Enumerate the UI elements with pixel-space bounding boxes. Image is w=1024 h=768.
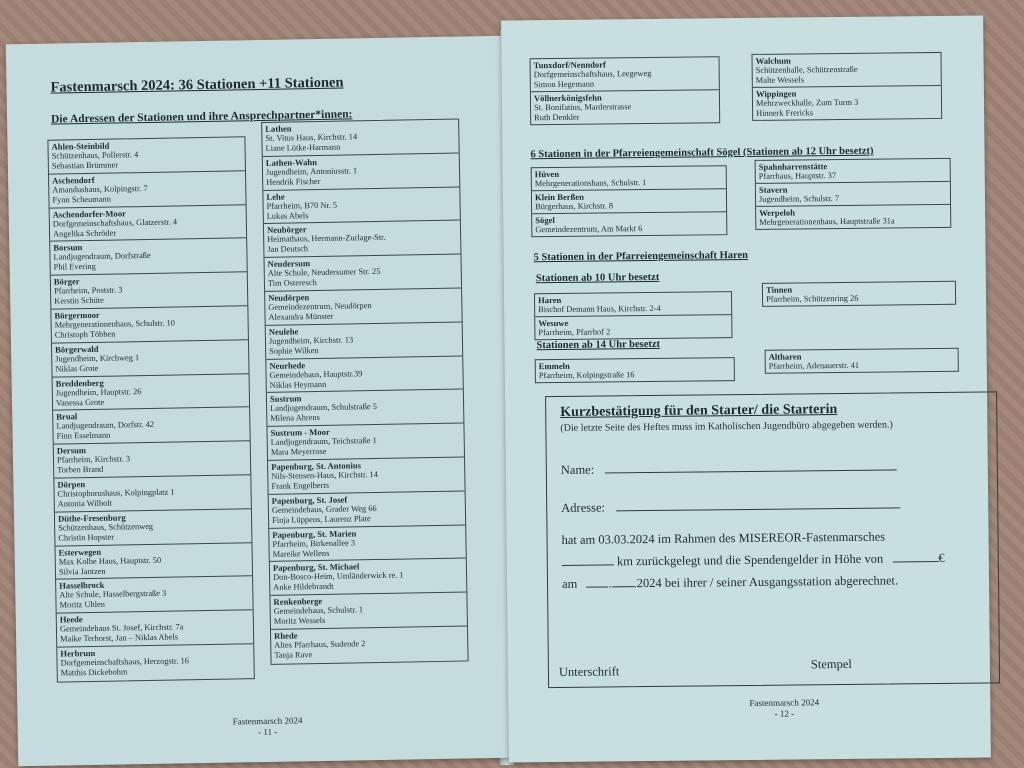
station-entry (265, 288, 462, 325)
euro-sign: € (938, 550, 945, 565)
station-entry (531, 57, 719, 92)
station-name: Werpeloh (759, 207, 796, 218)
station-name: Sögel (535, 214, 555, 226)
station-name: Dersum (56, 445, 87, 456)
amount-input-line[interactable] (892, 551, 938, 562)
station-name: Wippingen (755, 88, 797, 99)
station-name: Neulehe (268, 326, 299, 337)
station-address: Gemeindezentrum, Am Markt 6 (535, 224, 643, 235)
right-page (501, 15, 991, 762)
station-address: Mehrgenerationenhaus, Hauptstraße 31a (759, 216, 895, 227)
name-input-line[interactable] (605, 459, 897, 473)
footer-title: Fastenmarsch 2024 (232, 715, 303, 727)
name-label: Name: (560, 462, 595, 477)
station-contact: Finja Lüppens, Laurenz Plate (272, 513, 371, 525)
date-suffix-text: .2024 bei ihrer / seiner Ausgangsstation abgerechnet. (633, 573, 899, 591)
station-entry (52, 340, 249, 377)
station-address: Nils-Stensen-Haus, Kirchstr. 14 (271, 469, 378, 481)
station-address: Jugendheim, Antoniusstr. 1 (265, 166, 358, 177)
station-contact: Niklas Grote (55, 363, 99, 374)
station-address: Pfarrheim, Pfarrhof 2 (538, 327, 611, 338)
station-contact: Kerstin Schüte (54, 295, 104, 306)
station-address: Schützenhaus, Pollerstr. 4 (51, 150, 139, 161)
station-address: Pfarrheim, Schützenring 26 (766, 293, 859, 304)
station-name: Klein Berßen (534, 191, 584, 203)
station-address: Alte Schule, Neudersumer Str. 25 (267, 267, 381, 279)
station-name: Sustrum (269, 393, 302, 405)
station-contact: Jan Deutsch (267, 244, 309, 255)
station-contact: Alexandra Münster (268, 311, 334, 322)
station-entry (753, 53, 941, 88)
station-name: Tunxdorf/Nenndorf (533, 59, 606, 71)
station-entry (57, 610, 254, 647)
station-entry (53, 408, 250, 445)
station-entry (50, 205, 247, 242)
starter-heading: Kurzbestätigung für den Starter/ die Starterin (560, 402, 838, 420)
station-name: Börger (53, 276, 80, 287)
station-contact: Moritz Uhlen (59, 600, 105, 610)
station-name: Neurhede (269, 359, 306, 371)
station-entry (756, 159, 950, 184)
station-entry (54, 475, 251, 512)
station-name: Ahlen-Steinbild (51, 140, 110, 152)
station-entry (532, 189, 726, 214)
station-entry (50, 239, 247, 276)
station-contact: Torben Brand (57, 464, 104, 475)
station-address: Christophorushaus, Kolpingplatz 1 (57, 487, 175, 499)
station-contact: Angelika Schröder (52, 228, 117, 239)
right-footer (704, 697, 864, 721)
station-name: Wesuwe (538, 317, 569, 329)
station-entry (535, 292, 731, 317)
station-address: Pfarrheim, Birkenallee 3 (272, 537, 356, 549)
address-label: Adresse: (561, 500, 606, 515)
station-entry (532, 212, 726, 236)
station-contact: Hinnerk Frericks (756, 108, 814, 118)
station-contact: Tim Osteresch (267, 278, 317, 289)
station-address: Gemeindehaus St. Josef, Kirchstr. 7a (59, 622, 184, 634)
footer-title: Fastenmarsch 2024 (749, 697, 820, 708)
station-address: Jugendheim, Kirchstr. 13 (268, 335, 354, 346)
station-name: Walchum (755, 55, 791, 66)
page-title: Fastenmarsch 2024: 36 Stationen +11 Stationen (50, 74, 344, 96)
station-address: Heimathaus, Hermann-Zurlage-Str. (267, 233, 386, 245)
stamp-label: Stempel (810, 656, 852, 672)
station-address: Landjugendraum, Dorfstraße (53, 251, 151, 263)
station-entry (266, 356, 463, 393)
station-name: Papenburg, St. Marien (272, 527, 357, 540)
station-address: Landjugendraum, Teichstraße 1 (270, 436, 377, 448)
station-address: Pfarrhaus, Hauptstr. 37 (758, 171, 837, 181)
haren-14-heading: Stationen ab 14 Uhr besetzt (536, 338, 661, 352)
station-entry (268, 457, 465, 494)
station-address: Altes Pfarrhaus, Sudende 2 (274, 639, 366, 650)
station-address: St. Vitus Haus, Kirchstr. 14 (265, 132, 358, 143)
station-contact: Malte Wessels (755, 75, 805, 85)
haren-14-box-right (765, 348, 959, 374)
station-name: Renkenberge (273, 596, 323, 607)
station-address: St. Bonifatius, Marderstrasse (533, 102, 632, 113)
station-address: Jugendheim, Schulstr. 7 (758, 194, 840, 204)
station-name: Spahnharrenstätte (758, 161, 828, 172)
haren-14-box-left (535, 357, 735, 383)
station-name: Düthe-Fresenburg (57, 512, 126, 524)
station-entry (267, 424, 464, 461)
signature-label: Unterschrift (558, 664, 620, 679)
station-entry (269, 491, 466, 528)
station-address: Dorfgemeinschaftshaus, Leegeweg (533, 68, 652, 80)
km-text: km zurückgelegt und die Spendengelder in Höhe von (616, 551, 884, 569)
station-entry (49, 171, 246, 208)
station-entry (763, 282, 955, 306)
station-address: Gemeindehaus, Grader Weg 66 (271, 503, 377, 515)
km-input-line[interactable] (562, 554, 614, 566)
station-contact: Moritz Wessels (273, 616, 326, 626)
station-name: Borsum (53, 242, 83, 254)
station-entry (53, 374, 250, 411)
confirmation-line-1: hat am 03.03.2024 im Rahmen des MISEREOR-Fastenmarsches (561, 529, 886, 547)
station-contact: Finn Esselmann (56, 431, 111, 441)
station-address: Bischof Demann Haus, Kirchstr. 2-4 (538, 303, 661, 315)
station-name: Rhede (274, 630, 298, 641)
station-entry (270, 559, 467, 596)
station-address: Pfarrheim, Adenauerstr. 41 (768, 360, 860, 371)
station-name: Emmeln (538, 360, 570, 372)
page-subtitle: Die Adressen der Stationen und ihre Ansprechpartner*innen: (50, 108, 353, 126)
station-address: Gemeindezentrum, Neudörpen (268, 301, 372, 312)
station-entry (270, 593, 467, 630)
station-name: Neudörpen (268, 292, 310, 303)
station-contact: Sebastian Brümmer (51, 160, 119, 171)
station-contact: Mareike Wellens (272, 548, 330, 559)
station-name: Haren (538, 294, 562, 306)
station-name: Tinnen (765, 284, 793, 295)
month-input-line[interactable] (611, 576, 633, 587)
station-entry (756, 205, 950, 229)
station-name: Völlnerkönigsfehn (533, 92, 602, 104)
haren-10-box-right (762, 281, 956, 307)
station-entry (267, 390, 464, 427)
station-address: Pfarrheim, Kolpingstraße 16 (538, 370, 635, 381)
station-name: Brual (56, 411, 78, 422)
station-address: Pfarrheim, Kirchstr. 3 (56, 454, 131, 465)
station-name: Neudersum (267, 258, 311, 270)
starter-note: (Die letzte Seite des Heftes muss im Katholischen Jugendbüro abgegeben werden.) (560, 419, 893, 434)
station-entry (753, 86, 941, 120)
station-name: Sustrum - Moor (270, 426, 330, 439)
am-text: am (561, 576, 578, 591)
station-name: Altharen (768, 351, 802, 362)
page-number: - 11 - (258, 726, 278, 738)
station-address: Alte Schule, Hasselbergstraße 3 (59, 589, 167, 600)
station-entry (54, 441, 251, 478)
station-address: Don-Bosco-Heim, Umländerwick re. 1 (273, 570, 404, 583)
station-name: Dörpen (57, 479, 86, 490)
station-address: Amandushaus, Kolpingstr. 7 (52, 183, 148, 195)
station-contact: Lukas Abels (266, 210, 309, 221)
station-address: Gemeindehaus, Hauptstr.39 (269, 368, 363, 380)
station-name: Papenburg, St. Antonius (271, 460, 362, 472)
station-name: Heede (59, 614, 83, 625)
haren-10-heading: Stationen ab 10 Uhr besetzt (535, 271, 660, 285)
station-entry (756, 182, 950, 207)
stations-box-top-left (530, 56, 721, 125)
station-address: Schützenhaus, Schützenweg (58, 521, 154, 533)
station-name: Esterwegen (58, 546, 102, 558)
station-name: Neubörger (266, 224, 307, 236)
haren-10-box-left (534, 291, 732, 340)
station-contact: Frank Engelberts (271, 480, 330, 491)
station-entry (266, 322, 463, 359)
station-contact: Vanessa Grote (55, 397, 105, 408)
station-entry (262, 120, 459, 157)
stations-column-1 (47, 136, 254, 682)
signature-row (559, 661, 979, 680)
soegel-box-right (755, 158, 952, 230)
station-address: Pfarrheim, B70 Nr. 5 (266, 200, 338, 211)
station-contact: Phil Evering (53, 262, 96, 273)
station-name: Börgerwald (54, 343, 99, 355)
station-name: Breddenberg (55, 377, 104, 389)
station-entry (535, 315, 731, 339)
station-address: Bürgerhaus, Kirchstr. 8 (535, 201, 614, 212)
station-name: Lathen (265, 123, 292, 134)
station-contact: Christin Hopster (58, 532, 115, 543)
station-entry (48, 137, 245, 174)
station-name: Herbrum (60, 647, 96, 659)
station-address: Jugendheim, Hauptstr. 26 (55, 386, 142, 398)
station-entry (271, 626, 468, 663)
station-name: Lathen-Wahn (265, 156, 318, 168)
station-contact: Antonia Wilholt (57, 498, 113, 509)
station-name: Börgermoor (54, 309, 100, 321)
station-name: Stavern (758, 184, 788, 195)
stations-box-top-right (751, 52, 942, 121)
station-entry (51, 272, 248, 309)
station-address: Pfarrheim, Poststr. 3 (53, 285, 123, 296)
day-input-line[interactable] (586, 576, 608, 587)
station-name: Hasselbrock (59, 580, 105, 591)
station-contact: Simon Hegemann (533, 79, 595, 90)
station-entry (766, 349, 958, 373)
station-address: Landjugendraum, Dorfstr. 42 (56, 420, 155, 431)
name-row (561, 459, 898, 478)
station-name: Papenburg, St. Michael (272, 561, 360, 574)
station-entry (56, 577, 253, 614)
left-footer (188, 715, 348, 740)
station-contact: Niklas Heymann (269, 379, 327, 390)
station-entry (269, 525, 466, 562)
station-entry (57, 644, 254, 681)
haren-heading: 5 Stationen in der Pfarreiengemeinschaft Haren (533, 249, 749, 264)
station-entry (55, 509, 252, 546)
station-contact: Fynn Scheumann (52, 194, 111, 205)
station-address: Dorfgemeinschaftshaus, Herzogstr. 16 (60, 656, 189, 668)
station-contact: Christoph Többen (54, 329, 116, 340)
station-entry (263, 153, 460, 190)
page-number: - 12 - (774, 708, 795, 719)
station-contact: Sophie Wilken (269, 345, 319, 356)
station-address: Jugendheim, Kirchweg 1 (55, 352, 140, 364)
station-entry (531, 90, 719, 124)
station-entry (536, 358, 734, 382)
station-address: Dorfgemeinschaftshaus, Glatzerstr. 4 (52, 217, 178, 229)
station-name: Aschendorf (52, 174, 95, 186)
confirmation-line-3: am . .2024 bei ihrer / seiner Ausgangsstation abgerechnet. (561, 573, 899, 591)
address-row (561, 497, 900, 516)
soegel-box-left (531, 165, 728, 237)
confirmation-line-2 (562, 551, 945, 570)
stations-column-2 (261, 119, 468, 665)
station-address: Gemeindehaus, Schulstr. 1 (273, 605, 364, 616)
station-contact: Matthis Dickebohm (60, 667, 128, 678)
station-entry (51, 306, 248, 343)
station-contact: Maike Terhorst, Jan – Niklas Abels (60, 632, 179, 644)
station-contact: Anke Hildebrandt (273, 582, 334, 593)
starter-confirmation-box (545, 391, 1000, 688)
station-address: Mehrgenerationenhaus, Schulstr. 10 (54, 318, 176, 330)
soegel-heading: 6 Stationen in der Pfarreiengemeinschaft Sögel (Stationen ab 12 Uhr besetzt) (530, 145, 874, 161)
station-entry (263, 187, 460, 224)
left-page (6, 36, 519, 767)
station-entry (265, 255, 462, 292)
station-entry (532, 166, 726, 191)
station-address: Mehrgenerationshaus, Schulstr. 1 (534, 178, 647, 189)
station-address: Schützenhalle, Schützenstraße (755, 64, 858, 75)
station-contact: Silvia Jantzen (58, 566, 106, 577)
station-address: Max Kolbe Haus, Hauptstr. 50 (58, 555, 162, 567)
station-entry (56, 543, 253, 580)
station-address: Mehrzweckhalle, Zum Turm 3 (755, 97, 859, 108)
station-name: Papenburg, St. Josef (271, 494, 348, 506)
address-input-line[interactable] (616, 497, 900, 511)
station-contact: Milena Ahrens (270, 413, 320, 424)
station-name: Hüven (534, 168, 560, 180)
station-entry (264, 221, 461, 258)
station-contact: Mara Meyerrose (270, 447, 327, 458)
station-contact: Liane Lütke-Harmann (265, 142, 341, 153)
station-contact: Tanja Rave (274, 650, 313, 660)
station-address: Landjugendraum, Schulstraße 5 (270, 402, 377, 414)
station-name: Lehe (266, 191, 285, 202)
station-contact: Hendrik Fischer (266, 176, 321, 187)
station-contact: Ruth Denkler (534, 112, 580, 123)
station-name: Aschendorfer-Moor (52, 207, 126, 220)
